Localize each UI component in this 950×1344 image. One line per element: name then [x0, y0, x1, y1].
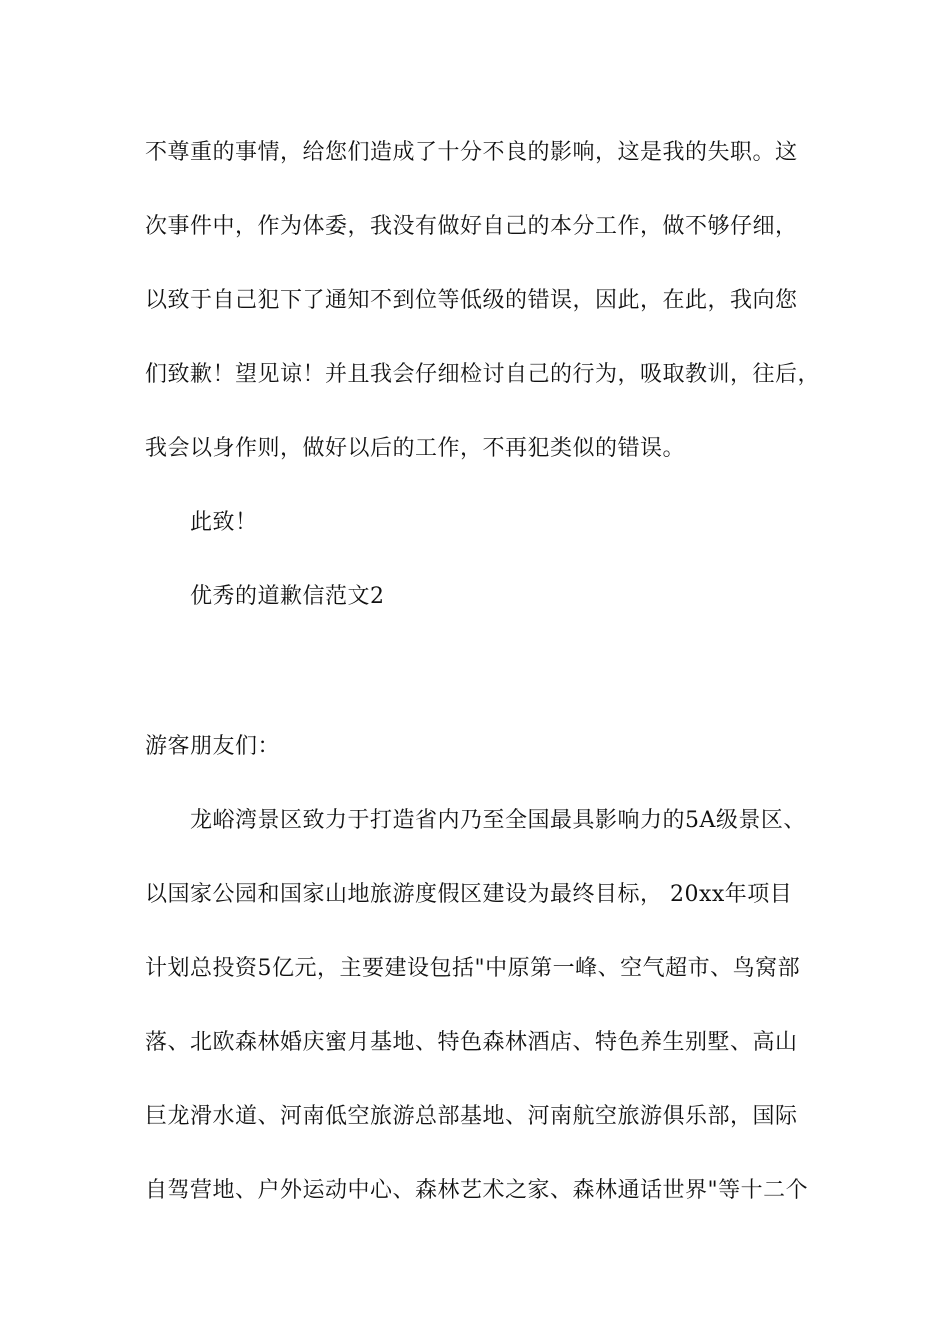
paragraph-line: 巨龙滑水道、河南低空旅游总部基地、河南航空旅游俱乐部，国际 [145, 1104, 798, 1129]
paragraph-line: 们致歉！望见谅！并且我会仔细检讨自己的行为，吸取教训，往后， [145, 362, 821, 387]
salutation: 游客朋友们： [145, 734, 281, 759]
paragraph-line: 以国家公园和国家山地旅游度假区建设为最终目标， 20xx年项目 [145, 882, 793, 907]
paragraph-line: 落、北欧森林婚庆蜜月基地、特色森林酒店、特色养生别墅、高山 [145, 1030, 798, 1055]
paragraph-line: 不尊重的事情，给您们造成了十分不良的影响，这是我的失职。这 [145, 140, 798, 165]
paragraph-line: 次事件中，作为体委，我没有做好自己的本分工作，做不够仔细， [145, 214, 798, 239]
paragraph-line: 自驾营地、户外运动中心、森林艺术之家、森林通话世界"等十二个 [145, 1178, 809, 1203]
closing-line: 此致！ [190, 510, 258, 535]
section-heading: 优秀的道歉信范文2 [190, 584, 385, 609]
paragraph-line: 我会以身作则，做好以后的工作，不再犯类似的错误。 [145, 436, 686, 461]
paragraph-line: 龙峪湾景区致力于打造省内乃至全国最具影响力的5A级景区、 [190, 808, 806, 833]
paragraph-line: 以致于自己犯下了通知不到位等低级的错误，因此，在此，我向您 [145, 288, 798, 313]
paragraph-line: 计划总投资5亿元，主要建设包括"中原第一峰、空气超市、鸟窝部 [145, 956, 801, 981]
